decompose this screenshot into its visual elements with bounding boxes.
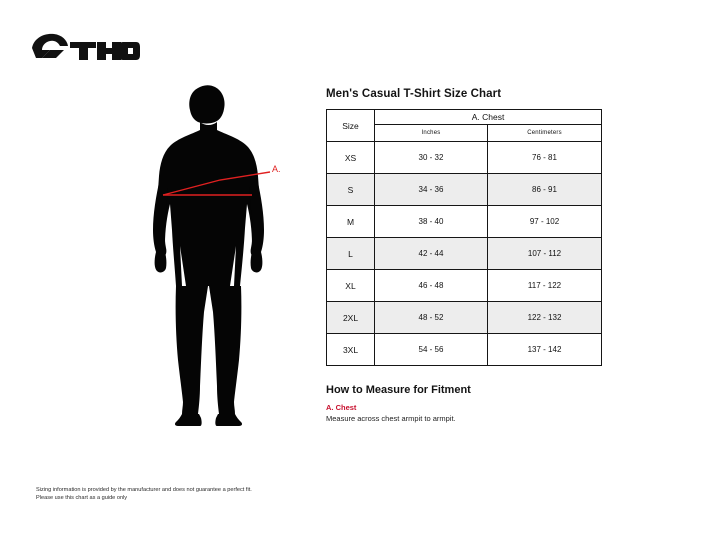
cell-cm: 117 - 122 bbox=[488, 270, 602, 302]
disclaimer-line-1: Sizing information is provided by the manufacturer and does not guarantee a perfect fit. bbox=[36, 486, 252, 493]
cell-cm: 97 - 102 bbox=[488, 206, 602, 238]
header-group-chest: A. Chest bbox=[375, 110, 602, 125]
cell-inches: 38 - 40 bbox=[375, 206, 488, 238]
table-row bbox=[327, 302, 602, 334]
header-centimeters: Centimeters bbox=[488, 125, 602, 142]
cell-cm: 137 - 142 bbox=[488, 334, 602, 366]
page-title: Men's Casual T-Shirt Size Chart bbox=[326, 88, 502, 100]
cell-size: XL bbox=[327, 270, 375, 302]
cell-inches: 48 - 52 bbox=[375, 302, 488, 334]
cell-size: M bbox=[327, 206, 375, 238]
table-row bbox=[327, 238, 602, 270]
size-chart-table bbox=[326, 109, 602, 366]
table-row bbox=[327, 334, 602, 366]
table-row bbox=[327, 174, 602, 206]
table-row bbox=[327, 270, 602, 302]
measure-item-label: A. Chest bbox=[326, 403, 357, 412]
header-inches: Inches bbox=[375, 125, 488, 142]
cell-cm: 122 - 132 bbox=[488, 302, 602, 334]
cell-inches: 30 - 32 bbox=[375, 142, 488, 174]
measure-item-description: Measure across chest armpit to armpit. bbox=[326, 414, 456, 423]
cell-inches: 46 - 48 bbox=[375, 270, 488, 302]
brand-logo bbox=[30, 32, 140, 66]
cell-size: S bbox=[327, 174, 375, 206]
cell-cm: 107 - 112 bbox=[488, 238, 602, 270]
table-header-row-group bbox=[327, 110, 602, 125]
cell-size: 3XL bbox=[327, 334, 375, 366]
header-size: Size bbox=[327, 110, 375, 142]
table-row bbox=[327, 206, 602, 238]
cell-inches: 42 - 44 bbox=[375, 238, 488, 270]
body-silhouette-figure bbox=[120, 80, 310, 440]
cell-cm: 76 - 81 bbox=[488, 142, 602, 174]
thor-helmet-logo bbox=[30, 32, 140, 66]
disclaimer-footer bbox=[36, 486, 366, 503]
cell-cm: 86 - 91 bbox=[488, 174, 602, 206]
cell-size: 2XL bbox=[327, 302, 375, 334]
size-chart-panel bbox=[326, 88, 691, 423]
measure-section-title: How to Measure for Fitment bbox=[326, 384, 471, 396]
cell-inches: 54 - 56 bbox=[375, 334, 488, 366]
disclaimer-line-2: Please use this chart as a guide only bbox=[36, 495, 128, 502]
cell-inches: 34 - 36 bbox=[375, 174, 488, 206]
chest-callout-label: A. bbox=[272, 164, 281, 174]
table-row bbox=[327, 142, 602, 174]
silhouette-shape bbox=[153, 85, 264, 426]
cell-size: XS bbox=[327, 142, 375, 174]
cell-size: L bbox=[327, 238, 375, 270]
